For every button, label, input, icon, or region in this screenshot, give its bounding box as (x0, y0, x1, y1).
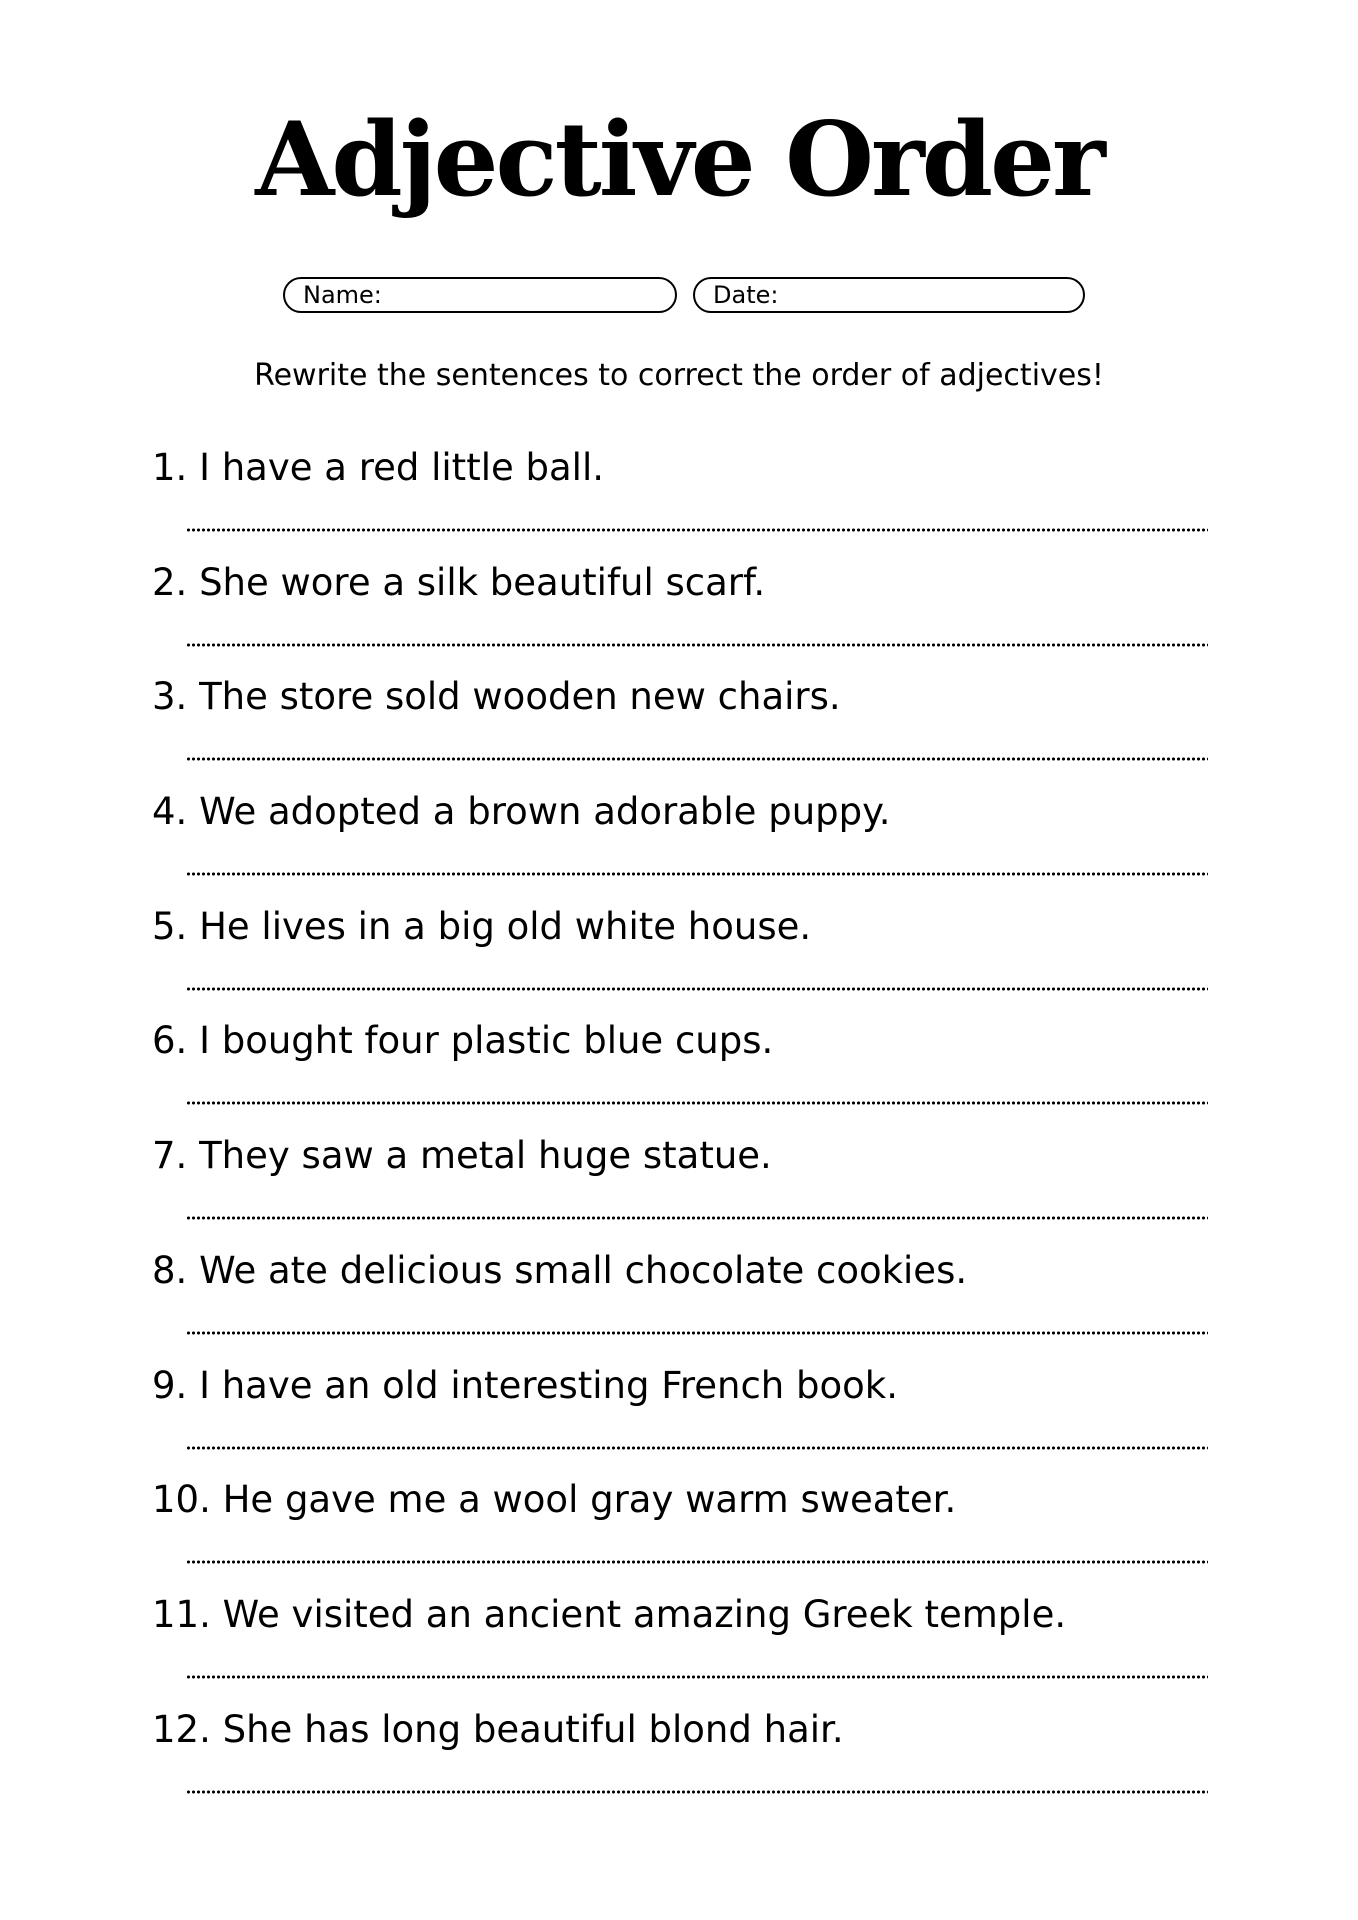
question-item (152, 1358, 1212, 1473)
question-item (152, 555, 1212, 670)
student-info-fields (283, 277, 1083, 317)
question-text: 4. We adopted a brown adorable puppy. (152, 790, 891, 834)
answer-line[interactable] (186, 872, 1208, 876)
answer-line[interactable] (186, 987, 1208, 991)
question-item (152, 899, 1212, 1014)
question-text: 5. He lives in a big old white house. (152, 904, 812, 948)
date-label: Date: (713, 281, 779, 309)
date-field[interactable] (693, 277, 1085, 313)
question-text: 3. The store sold wooden new chairs. (152, 675, 841, 719)
question-text: 8. We ate delicious small chocolate cookies. (152, 1248, 968, 1292)
question-item (152, 1128, 1212, 1243)
question-item (152, 1702, 1212, 1817)
answer-line[interactable] (186, 1101, 1208, 1105)
answer-line[interactable] (186, 757, 1208, 761)
answer-line[interactable] (186, 643, 1208, 647)
instruction-text: Rewrite the sentences to correct the order of adjectives! (254, 358, 1104, 393)
answer-line[interactable] (186, 1216, 1208, 1220)
question-text: 12. She has long beautiful blond hair. (152, 1707, 844, 1751)
answer-line[interactable] (186, 1560, 1208, 1564)
question-item (152, 1472, 1212, 1587)
question-item (152, 669, 1212, 784)
question-text: 7. They saw a metal huge statue. (152, 1134, 772, 1178)
question-item (152, 1587, 1212, 1702)
question-text: 6. I bought four plastic blue cups. (152, 1019, 774, 1063)
answer-line[interactable] (186, 1331, 1208, 1335)
question-text: 9. I have an old interesting French book. (152, 1363, 898, 1407)
question-text: 2. She wore a silk beautiful scarf. (152, 560, 766, 604)
answer-line[interactable] (186, 1446, 1208, 1450)
answer-line[interactable] (186, 528, 1208, 532)
question-text: 11. We visited an ancient amazing Greek temple. (152, 1592, 1067, 1636)
question-text: 1. I have a red little ball. (152, 446, 604, 489)
name-label: Name: (303, 281, 382, 309)
question-text: 10. He gave me a wool gray warm sweater. (152, 1478, 957, 1522)
answer-line[interactable] (186, 1675, 1208, 1679)
name-field[interactable] (283, 277, 677, 313)
question-list (152, 440, 1212, 1816)
question-item (152, 1013, 1212, 1128)
question-item (152, 784, 1212, 899)
question-item (152, 440, 1212, 555)
question-item (152, 1243, 1212, 1358)
answer-line[interactable] (186, 1790, 1208, 1794)
worksheet-title: Adjective Order (255, 100, 1103, 220)
